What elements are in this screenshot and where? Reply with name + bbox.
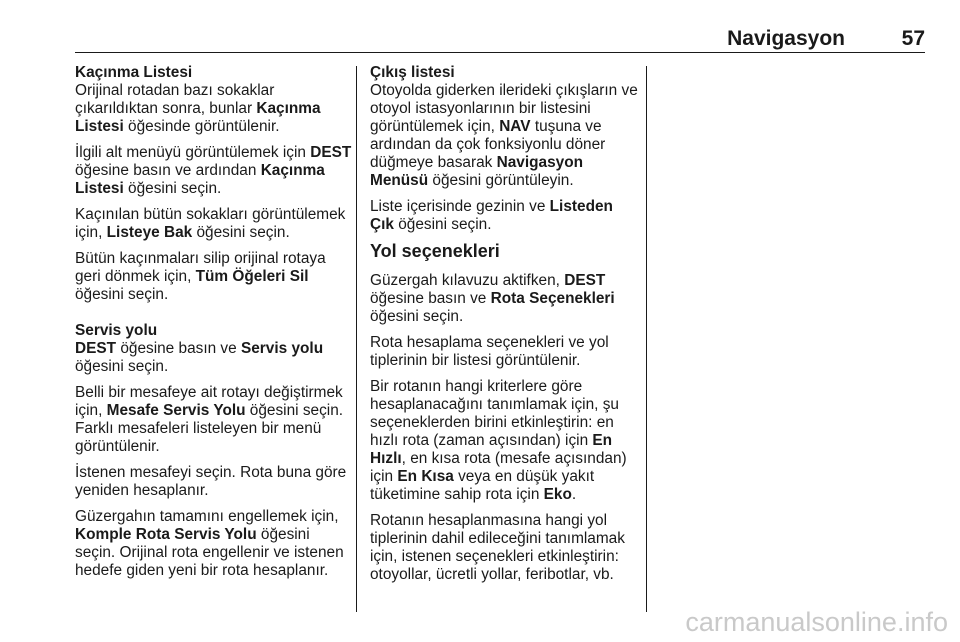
header-divider [75,52,925,53]
column-divider-1 [356,66,357,612]
paragraph: Otoyolda giderken ilerideki çıkışların ve otoyol istasyonlarının bir listesini görüntülemek için, NAV tuşuna ve ardından da çok fonksiyonlu döner düğmeye basarak Navigasyon Menüsü öğesini görüntüleyin. [370,82,638,189]
watermark: carmanualsonline.info [685,607,948,637]
section-title: Navigasyon [727,27,845,50]
paragraph: Orijinal rotadan bazı sokaklar çıkarıldıktan sonra, bunlar Kaçınma Listesi öğesinde görüntülenir. [75,82,321,135]
subheading-service-road: Servis yolu [75,322,158,339]
left-column [75,64,353,588]
subheading-exit-list: Çıkış listesi [370,64,455,81]
paragraph: İstenen mesafeyi seçin. Rota buna göre yeniden hesaplanır. [75,464,347,499]
paragraph: Güzergahın tamamını engellemek için, Komple Rota Servis Yolu öğesini seçin. Orijinal rota engellenir ve istenen hedefe giden yeni bir rota hesaplanır. [75,508,344,579]
heading-road-options: Yol seçenekleri [370,241,500,261]
page-header [75,0,925,50]
paragraph: Liste içerisinde gezinin ve Listeden Çık öğesini seçin. [370,198,613,233]
paragraph: Güzergah kılavuzu aktifken, DEST öğesine basın ve Rota Seçenekleri öğesini seçin. [370,272,615,325]
subheading-avoid-list: Kaçınma Listesi [75,64,193,81]
paragraph: İlgili alt menüyü görüntülemek için DEST öğesine basın ve ardından Kaçınma Listesi öğesini seçin. [75,144,352,197]
paragraph: Bütün kaçınmaları silip orijinal rotaya geri dönmek için, Tüm Öğeleri Sil öğesini seçin. [75,250,326,303]
paragraph: Kaçınılan bütün sokakları görüntülemek için, Listeye Bak öğesini seçin. [75,206,346,241]
paragraph: DEST öğesine basın ve Servis yolu öğesini seçin. [75,340,324,375]
right-column [370,64,640,592]
paragraph: Rotanın hesaplanmasına hangi yol tiplerinin dahil edileceğini tanımlamak için, istenen seçenekleri etkinleştirin: otoyollar, ücretli yollar, feribotlar, vb. [370,512,625,583]
page-number: 57 [901,27,925,50]
column-divider-2 [646,66,647,612]
paragraph: Rota hesaplama seçenekleri ve yol tiplerinin bir listesi görüntülenir. [370,334,609,369]
paragraph: Belli bir mesafeye ait rotayı değiştirmek için, Mesafe Servis Yolu öğesini seçin. Farklı mesafeleri listeleyen bir menü görüntülenir. [75,384,344,455]
paragraph: Bir rotanın hangi kriterlere göre hesaplanacağını tanımlamak için, şu seçeneklerden birini etkinleştirin: en hızlı rota (zaman açısından) için En Hızlı, en kısa rota (mesafe açısından) için En Kısa veya en düşük yakıt tüketimine sahip rota için Eko. [370,378,627,503]
